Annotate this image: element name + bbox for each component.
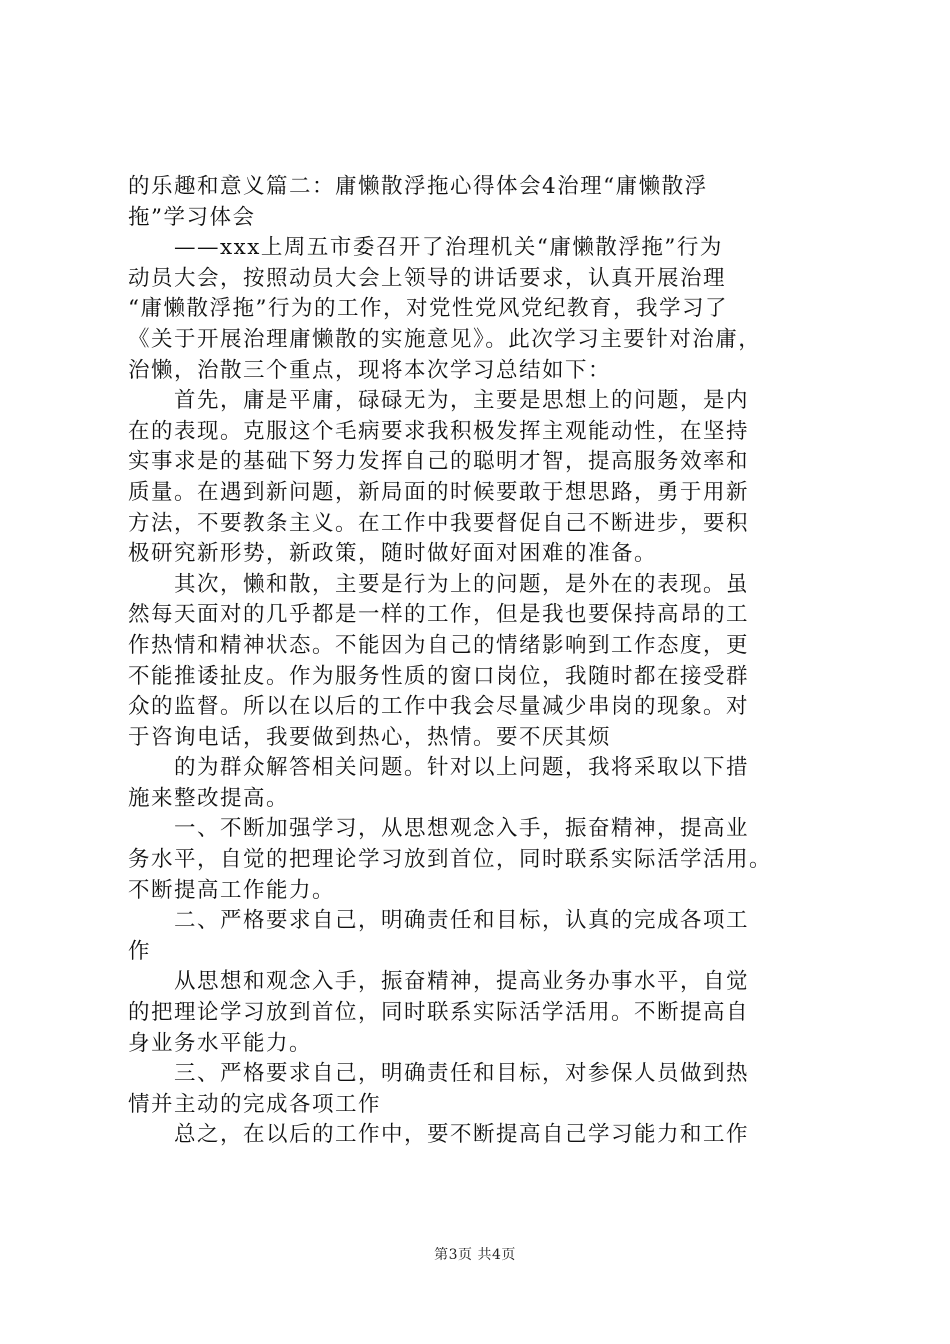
text-line: 三、严格要求自己，明确责任和目标，对参保人员做到热 — [128, 1061, 750, 1087]
text-line: 不断提高工作能力。 — [128, 877, 336, 903]
text-line: 从思想和观念入手，振奋精神，提高业务办事水平，自觉 — [128, 969, 750, 995]
text-line: 总之，在以后的工作中，要不断提高自己学习能力和工作 — [128, 1122, 750, 1148]
text-line: 治懒，治散三个重点，现将本次学习总结如下： — [128, 357, 612, 383]
text-line: 于咨询电话，我要做到热心，热情。要不厌其烦 — [128, 724, 612, 750]
text-line: 务水平，自觉的把理论学习放到首位，同时联系实际活学活用。 — [128, 847, 773, 873]
text-line: 一、不断加强学习，从思想观念入手，振奋精神，提高业 — [128, 816, 750, 842]
text-line: 作热情和精神状态。不能因为自己的情绪影响到工作态度，更 — [128, 632, 750, 658]
text-line: 极研究新形势，新政策，随时做好面对困难的准备。 — [128, 541, 658, 567]
text-line: 不能推诿扯皮。作为服务性质的窗口岗位，我随时都在接受群 — [128, 663, 750, 689]
text-line: 众的监督。所以在以后的工作中我会尽量减少串岗的现象。对 — [128, 694, 750, 720]
text-line: 作 — [128, 938, 152, 964]
text-line: ——xxx上周五市委召开了治理机关“庸懒散浮拖”行为 — [128, 235, 723, 261]
text-line: 身业务水平能力。 — [128, 1030, 313, 1056]
text-line: 的把理论学习放到首位，同时联系实际活学活用。不断提高自 — [128, 1000, 750, 1026]
text-line: 在的表现。克服这个毛病要求我积极发挥主观能动性，在坚持 — [128, 418, 750, 444]
text-line: 的乐趣和意义篇二：庸懒散浮拖心得体会4治理“庸懒散浮 — [128, 174, 708, 199]
text-line: 的为群众解答相关问题。针对以上问题，我将采取以下措 — [128, 755, 750, 781]
text-line: 其次，懒和散，主要是行为上的问题，是外在的表现。虽 — [128, 571, 750, 597]
text-line: 施来整改提高。 — [128, 785, 290, 811]
text-line: 二、严格要求自己，明确责任和目标，认真的完成各项工 — [128, 908, 750, 934]
text-line: 首先，庸是平庸，碌碌无为，主要是思想上的问题，是内 — [128, 388, 750, 414]
text-line: 情并主动的完成各项工作 — [128, 1091, 382, 1117]
page-footer: 第3页 共4页 — [434, 1247, 516, 1263]
text-line: 动员大会，按照动员大会上领导的讲话要求，认真开展治理 — [128, 265, 727, 291]
text-line: 实事求是的基础下努力发挥自己的聪明才智，提高服务效率和 — [128, 449, 750, 475]
text-line: 然每天面对的几乎都是一样的工作，但是我也要保持高昂的工 — [128, 602, 750, 628]
text-line: 拖”学习体会 — [128, 204, 256, 230]
text-line: “庸懒散浮拖”行为的工作，对党性党风党纪教育，我学习了 — [128, 296, 728, 322]
text-line: 方法，不要教条主义。在工作中我要督促自己不断进步，要积 — [128, 510, 750, 536]
text-line: 《关于开展治理庸懒散的实施意见》。此次学习主要针对治庸， — [128, 326, 762, 352]
text-line: 质量。在遇到新问题，新局面的时候要敢于想思路，勇于用新 — [128, 479, 750, 505]
document-body — [128, 172, 828, 1151]
